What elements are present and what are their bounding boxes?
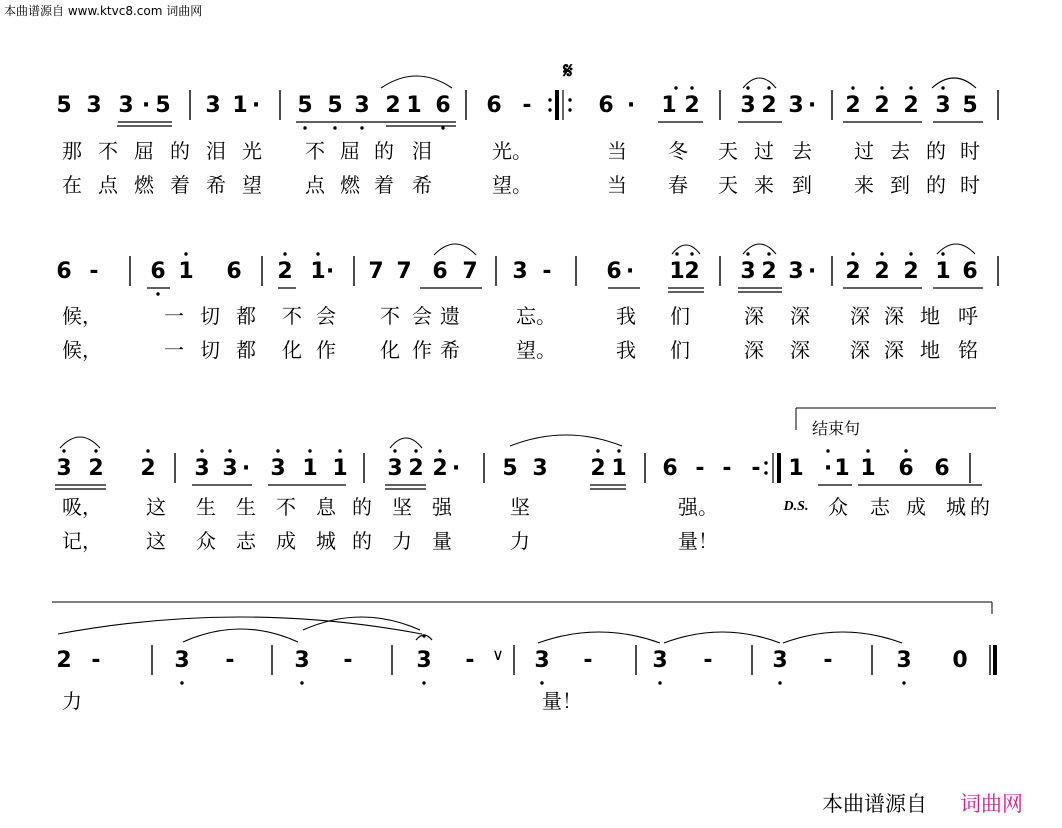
- note-number: 5: [297, 93, 313, 118]
- header-source-text: 本曲谱源自 www.ktvc8.com 词曲网: [4, 4, 203, 18]
- octave-dot: [909, 252, 912, 255]
- lyric-char: 强: [432, 495, 452, 519]
- lyric-char: 希: [440, 338, 460, 362]
- note-number: 3: [935, 93, 951, 118]
- lyric-char: 志: [870, 495, 890, 519]
- lyric-char: 泪: [412, 139, 432, 163]
- note-number: 6: [598, 93, 614, 118]
- octave-dot: [909, 86, 912, 89]
- note-number: 6: [486, 93, 502, 118]
- lyric-char: 燃: [340, 173, 360, 197]
- slur: [510, 435, 622, 446]
- note-number: 3: [294, 648, 310, 673]
- octave-dot: [746, 252, 749, 255]
- lyric-char: 天: [718, 173, 738, 197]
- lyric-char: 去: [890, 139, 910, 163]
- octave-dot: [617, 449, 620, 452]
- note-number: 1: [406, 93, 422, 118]
- lyric-char: 众: [196, 529, 216, 553]
- lyric-char: 泪: [206, 139, 226, 163]
- note-number: 6: [56, 259, 72, 284]
- lyric-char: 会: [316, 304, 336, 328]
- lyric-char: 光: [242, 139, 262, 163]
- note-number: 3: [387, 456, 403, 481]
- dash: -: [465, 648, 475, 673]
- lyric-char: 切: [200, 304, 220, 328]
- note-number: 3: [56, 456, 72, 481]
- octave-dot: [333, 126, 336, 129]
- note-number: 5: [155, 93, 171, 118]
- note-number: 2: [56, 648, 72, 673]
- lyric-char: 深: [744, 338, 764, 362]
- slur: [538, 632, 660, 643]
- lyric-char: 我: [616, 304, 636, 328]
- octave-dot: [146, 449, 149, 452]
- lyric-char: 这: [146, 529, 166, 553]
- dash: -: [225, 648, 235, 673]
- lyric-char: 吸，: [62, 495, 102, 519]
- octave-dot: [902, 681, 905, 684]
- dash: -: [89, 259, 99, 284]
- dash: -: [542, 259, 552, 284]
- lyric-char: 切: [200, 338, 220, 362]
- lyric-char: 过: [854, 139, 874, 163]
- octave-dot: [276, 449, 279, 452]
- note-number: 1: [232, 93, 248, 118]
- note-number: 3: [740, 259, 756, 284]
- lyric-char: 天: [718, 139, 738, 163]
- lyric-char: 量: [432, 529, 452, 553]
- lyric-char: 深: [884, 338, 904, 362]
- octave-dot: [422, 681, 425, 684]
- note-number: 2: [684, 93, 700, 118]
- note-number: 6: [432, 259, 448, 284]
- note-number: 3: [896, 648, 912, 673]
- dash: -: [91, 648, 101, 673]
- lyric-char: 候，: [62, 338, 102, 362]
- note-number: 2: [903, 259, 919, 284]
- dash: -: [703, 648, 713, 673]
- footer-source-label: 本曲谱源自: [822, 792, 927, 816]
- dash: -: [343, 648, 353, 673]
- lyric-char: 城: [946, 495, 966, 519]
- repeat-dot: [764, 471, 767, 474]
- note-number: 3: [354, 93, 370, 118]
- lyric-char: 去: [792, 139, 812, 163]
- octave-dot: [338, 449, 341, 452]
- augmentation-dot: ·: [141, 93, 151, 118]
- octave-dot: [826, 449, 829, 452]
- note-number: 7: [368, 259, 384, 284]
- lyric-char: 作: [316, 338, 336, 362]
- lyric-char: 坚: [510, 495, 530, 519]
- note-number: 1: [310, 259, 326, 284]
- augmentation-dot: ·: [251, 93, 261, 118]
- lyric-char: 生: [236, 495, 256, 519]
- note-number: 2: [903, 93, 919, 118]
- octave-dot: [156, 292, 159, 295]
- ds-marking: D.S.: [783, 499, 809, 514]
- lyric-char: 的: [970, 495, 990, 519]
- note-number: 3: [532, 456, 548, 481]
- lyric-char: 我: [616, 338, 636, 362]
- note-number: 3: [740, 93, 756, 118]
- note-number: 5: [327, 93, 343, 118]
- lyric-char: 量！: [678, 529, 718, 553]
- lyric-char: 化: [282, 338, 302, 362]
- lyric-char: 时: [960, 139, 980, 163]
- lyric-char: 过: [754, 139, 774, 163]
- slur: [303, 617, 420, 630]
- note-number: 6: [226, 259, 242, 284]
- note-number: 1: [332, 456, 348, 481]
- note-number: 1: [611, 456, 627, 481]
- note-number: 3: [194, 456, 210, 481]
- octave-dot: [941, 252, 944, 255]
- repeat-dot: [568, 98, 571, 101]
- octave-dot: [596, 449, 599, 452]
- octave-dot: [941, 86, 944, 89]
- lyric-char: 成: [276, 529, 296, 553]
- octave-dot: [746, 86, 749, 89]
- lyric-char: 点: [98, 173, 118, 197]
- lyric-char: 力: [392, 529, 412, 553]
- note-number: 6: [898, 456, 914, 481]
- lyric-char: 都: [236, 338, 256, 362]
- slur: [664, 632, 780, 643]
- slur: [183, 629, 298, 642]
- lyric-char: 遗: [440, 304, 460, 328]
- lyric-char: 不: [380, 304, 400, 328]
- note-number: 2: [385, 93, 401, 118]
- lyric-char: 一: [164, 304, 184, 328]
- lyric-char: 春: [668, 173, 688, 197]
- octave-dot: [438, 449, 441, 452]
- note-number: 2: [874, 93, 890, 118]
- lyric-char: 到: [792, 173, 812, 197]
- lyric-char: 当: [607, 173, 627, 197]
- lyric-char: 不: [98, 139, 118, 163]
- lyric-char: 众: [828, 495, 848, 519]
- note-number: 2: [140, 456, 156, 481]
- lyric-char: 来: [754, 173, 774, 197]
- lyric-char: 屈: [340, 139, 360, 163]
- slur: [932, 78, 976, 88]
- lyric-char: 深: [884, 304, 904, 328]
- augmentation-dot: ·: [626, 93, 636, 118]
- octave-dot: [200, 449, 203, 452]
- repeat-dot: [548, 108, 551, 111]
- note-number: 3: [416, 648, 432, 673]
- note-number: 7: [462, 259, 478, 284]
- note-number: 3: [652, 648, 668, 673]
- note-number: 1: [669, 259, 685, 284]
- slur: [783, 632, 902, 643]
- octave-dot: [767, 86, 770, 89]
- note-number: 3: [788, 259, 804, 284]
- lyric-char: 在: [62, 173, 82, 197]
- lyric-char: 们: [670, 338, 690, 362]
- lyric-char: 当: [607, 139, 627, 163]
- note-number: 1: [178, 259, 194, 284]
- lyric-char: 会: [412, 304, 432, 328]
- note-number: 1: [661, 93, 677, 118]
- octave-dot: [360, 126, 363, 129]
- octave-dot: [690, 252, 693, 255]
- lyric-char: 息: [316, 495, 336, 519]
- octave-dot: [778, 681, 781, 684]
- note-number: 6: [962, 259, 978, 284]
- lyric-char: 记，: [62, 529, 102, 553]
- note-number: 5: [962, 93, 978, 118]
- note-number: 2: [761, 259, 777, 284]
- note-number: 5: [502, 456, 518, 481]
- lyric-char: 来: [854, 173, 874, 197]
- note-number: 1: [788, 456, 804, 481]
- lyric-char: 地: [920, 338, 940, 362]
- note-number: 2: [684, 259, 700, 284]
- augmentation-dot: ·: [807, 93, 817, 118]
- lyric-char: 的: [352, 495, 372, 519]
- octave-dot: [441, 126, 444, 129]
- lyric-char: 时: [960, 173, 980, 197]
- lyric-char: 的: [352, 529, 372, 553]
- lyric-char: 地: [920, 304, 940, 328]
- octave-dot: [94, 449, 97, 452]
- repeat-dot: [764, 461, 767, 464]
- dash: -: [722, 456, 732, 481]
- lyric-char: 的: [170, 139, 190, 163]
- octave-dot: [866, 449, 869, 452]
- lyric-char: 城: [316, 529, 336, 553]
- lyric-char: 屈: [134, 139, 154, 163]
- slur: [390, 438, 422, 448]
- note-number: 3: [270, 456, 286, 481]
- lyric-char: 力: [62, 689, 82, 713]
- lyric-char: 燃: [134, 173, 154, 197]
- note-number: 6: [934, 456, 950, 481]
- note-number: 6: [150, 259, 166, 284]
- repeat-dot: [568, 108, 571, 111]
- lyric-char: 望。: [516, 338, 556, 362]
- augmentation-dot: ·: [807, 259, 817, 284]
- note-number: 6: [662, 456, 678, 481]
- note-number: 6: [606, 259, 622, 284]
- lyric-char: 光。: [492, 139, 532, 163]
- note-number: 0: [952, 648, 968, 673]
- octave-dot: [184, 252, 187, 255]
- octave-dot: [880, 86, 883, 89]
- note-number: 3: [222, 456, 238, 481]
- octave-dot: [904, 449, 907, 452]
- note-number: 3: [788, 93, 804, 118]
- note-number: 3: [205, 93, 221, 118]
- lyric-char: 志: [236, 529, 256, 553]
- lyric-char: 呼: [958, 304, 978, 328]
- octave-dot: [300, 681, 303, 684]
- augmentation-dot: ·: [241, 456, 251, 481]
- lyric-char: 着: [170, 173, 190, 197]
- note-number: 3: [772, 648, 788, 673]
- note-number: 2: [408, 456, 424, 481]
- lyric-char: 的: [374, 139, 394, 163]
- lyric-char: 冬: [668, 139, 688, 163]
- octave-dot: [658, 681, 661, 684]
- lyric-char: 望。: [492, 173, 532, 197]
- octave-dot: [393, 449, 396, 452]
- dash: -: [823, 648, 833, 673]
- note-number: 2: [761, 93, 777, 118]
- fermata-dot: [422, 634, 425, 637]
- slur: [381, 76, 452, 88]
- octave-dot: [283, 252, 286, 255]
- note-number: 2: [874, 259, 890, 284]
- lyric-char: 希: [412, 173, 432, 197]
- note-number: 2: [590, 456, 606, 481]
- lyric-char: 坚: [392, 495, 412, 519]
- octave-dot: [303, 126, 306, 129]
- octave-dot: [316, 252, 319, 255]
- lyric-char: 着: [374, 173, 394, 197]
- lyric-char: 不: [276, 495, 296, 519]
- ending-label: 结束句: [811, 419, 861, 438]
- lyric-char: 到: [890, 173, 910, 197]
- lyric-char: 深: [790, 304, 810, 328]
- octave-dot: [228, 449, 231, 452]
- dash: -: [695, 456, 705, 481]
- note-number: 1: [834, 456, 850, 481]
- segno-sign: 𝄋: [563, 59, 573, 84]
- note-number: 1: [860, 456, 876, 481]
- lyric-char: 不: [305, 139, 325, 163]
- slur: [60, 437, 100, 448]
- octave-dot: [180, 681, 183, 684]
- note-number: 2: [845, 259, 861, 284]
- lyric-char: 希: [206, 173, 226, 197]
- octave-dot: [767, 252, 770, 255]
- lyric-char: 强。: [678, 495, 718, 519]
- lyric-char: 不: [282, 304, 302, 328]
- augmentation-dot: ·: [823, 456, 833, 481]
- note-number: 2: [432, 456, 448, 481]
- octave-dot: [674, 86, 677, 89]
- lyric-char: 成: [906, 495, 926, 519]
- octave-dot: [540, 681, 543, 684]
- lyric-char: 深: [850, 338, 870, 362]
- note-number: 3: [118, 93, 134, 118]
- octave-dot: [414, 449, 417, 452]
- lyric-char: 量！: [542, 689, 582, 713]
- lyric-char: 的: [926, 173, 946, 197]
- breath-mark: ∨: [492, 645, 504, 664]
- note-number: 2: [277, 259, 293, 284]
- octave-dot: [880, 252, 883, 255]
- octave-dot: [62, 449, 65, 452]
- augmentation-dot: ·: [451, 456, 461, 481]
- augmentation-dot: ·: [625, 259, 635, 284]
- repeat-dot: [548, 98, 551, 101]
- lyric-char: 点: [305, 173, 325, 197]
- lyric-char: 作: [412, 338, 432, 362]
- lyric-char: 化: [380, 338, 400, 362]
- octave-dot: [690, 86, 693, 89]
- note-number: 3: [534, 648, 550, 673]
- long-slur: [58, 617, 422, 634]
- lyric-char: 望: [242, 173, 262, 197]
- lyric-char: 这: [146, 495, 166, 519]
- note-number: 1: [935, 259, 951, 284]
- octave-dot: [675, 252, 678, 255]
- lyric-char: 的: [926, 139, 946, 163]
- note-number: 1: [302, 456, 318, 481]
- lyric-char: 们: [670, 304, 690, 328]
- footer-site-label: 词曲网: [960, 792, 1023, 816]
- lyric-char: 都: [236, 304, 256, 328]
- note-number: 3: [86, 93, 102, 118]
- note-number: 5: [56, 93, 72, 118]
- lyric-char: 铭: [958, 338, 978, 362]
- dash: -: [522, 93, 532, 118]
- lyric-char: 一: [164, 338, 184, 362]
- slur: [434, 244, 476, 255]
- note-number: 2: [88, 456, 104, 481]
- lyric-char: 深: [850, 304, 870, 328]
- note-number: 7: [396, 259, 412, 284]
- lyric-char: 那: [62, 139, 82, 163]
- dash: -: [583, 648, 593, 673]
- dash: -: [751, 456, 761, 481]
- note-number: 3: [174, 648, 190, 673]
- lyric-char: 深: [790, 338, 810, 362]
- lyric-char: 生: [196, 495, 216, 519]
- augmentation-dot: ·: [325, 259, 335, 284]
- lyric-char: 忘。: [516, 304, 556, 328]
- octave-dot: [308, 449, 311, 452]
- note-number: 3: [512, 259, 528, 284]
- octave-dot: [851, 252, 854, 255]
- lyric-char: 深: [744, 304, 764, 328]
- note-number: 6: [435, 93, 451, 118]
- octave-dot: [851, 86, 854, 89]
- lyric-char: 候，: [62, 304, 102, 328]
- note-number: 2: [845, 93, 861, 118]
- lyric-char: 力: [510, 529, 530, 553]
